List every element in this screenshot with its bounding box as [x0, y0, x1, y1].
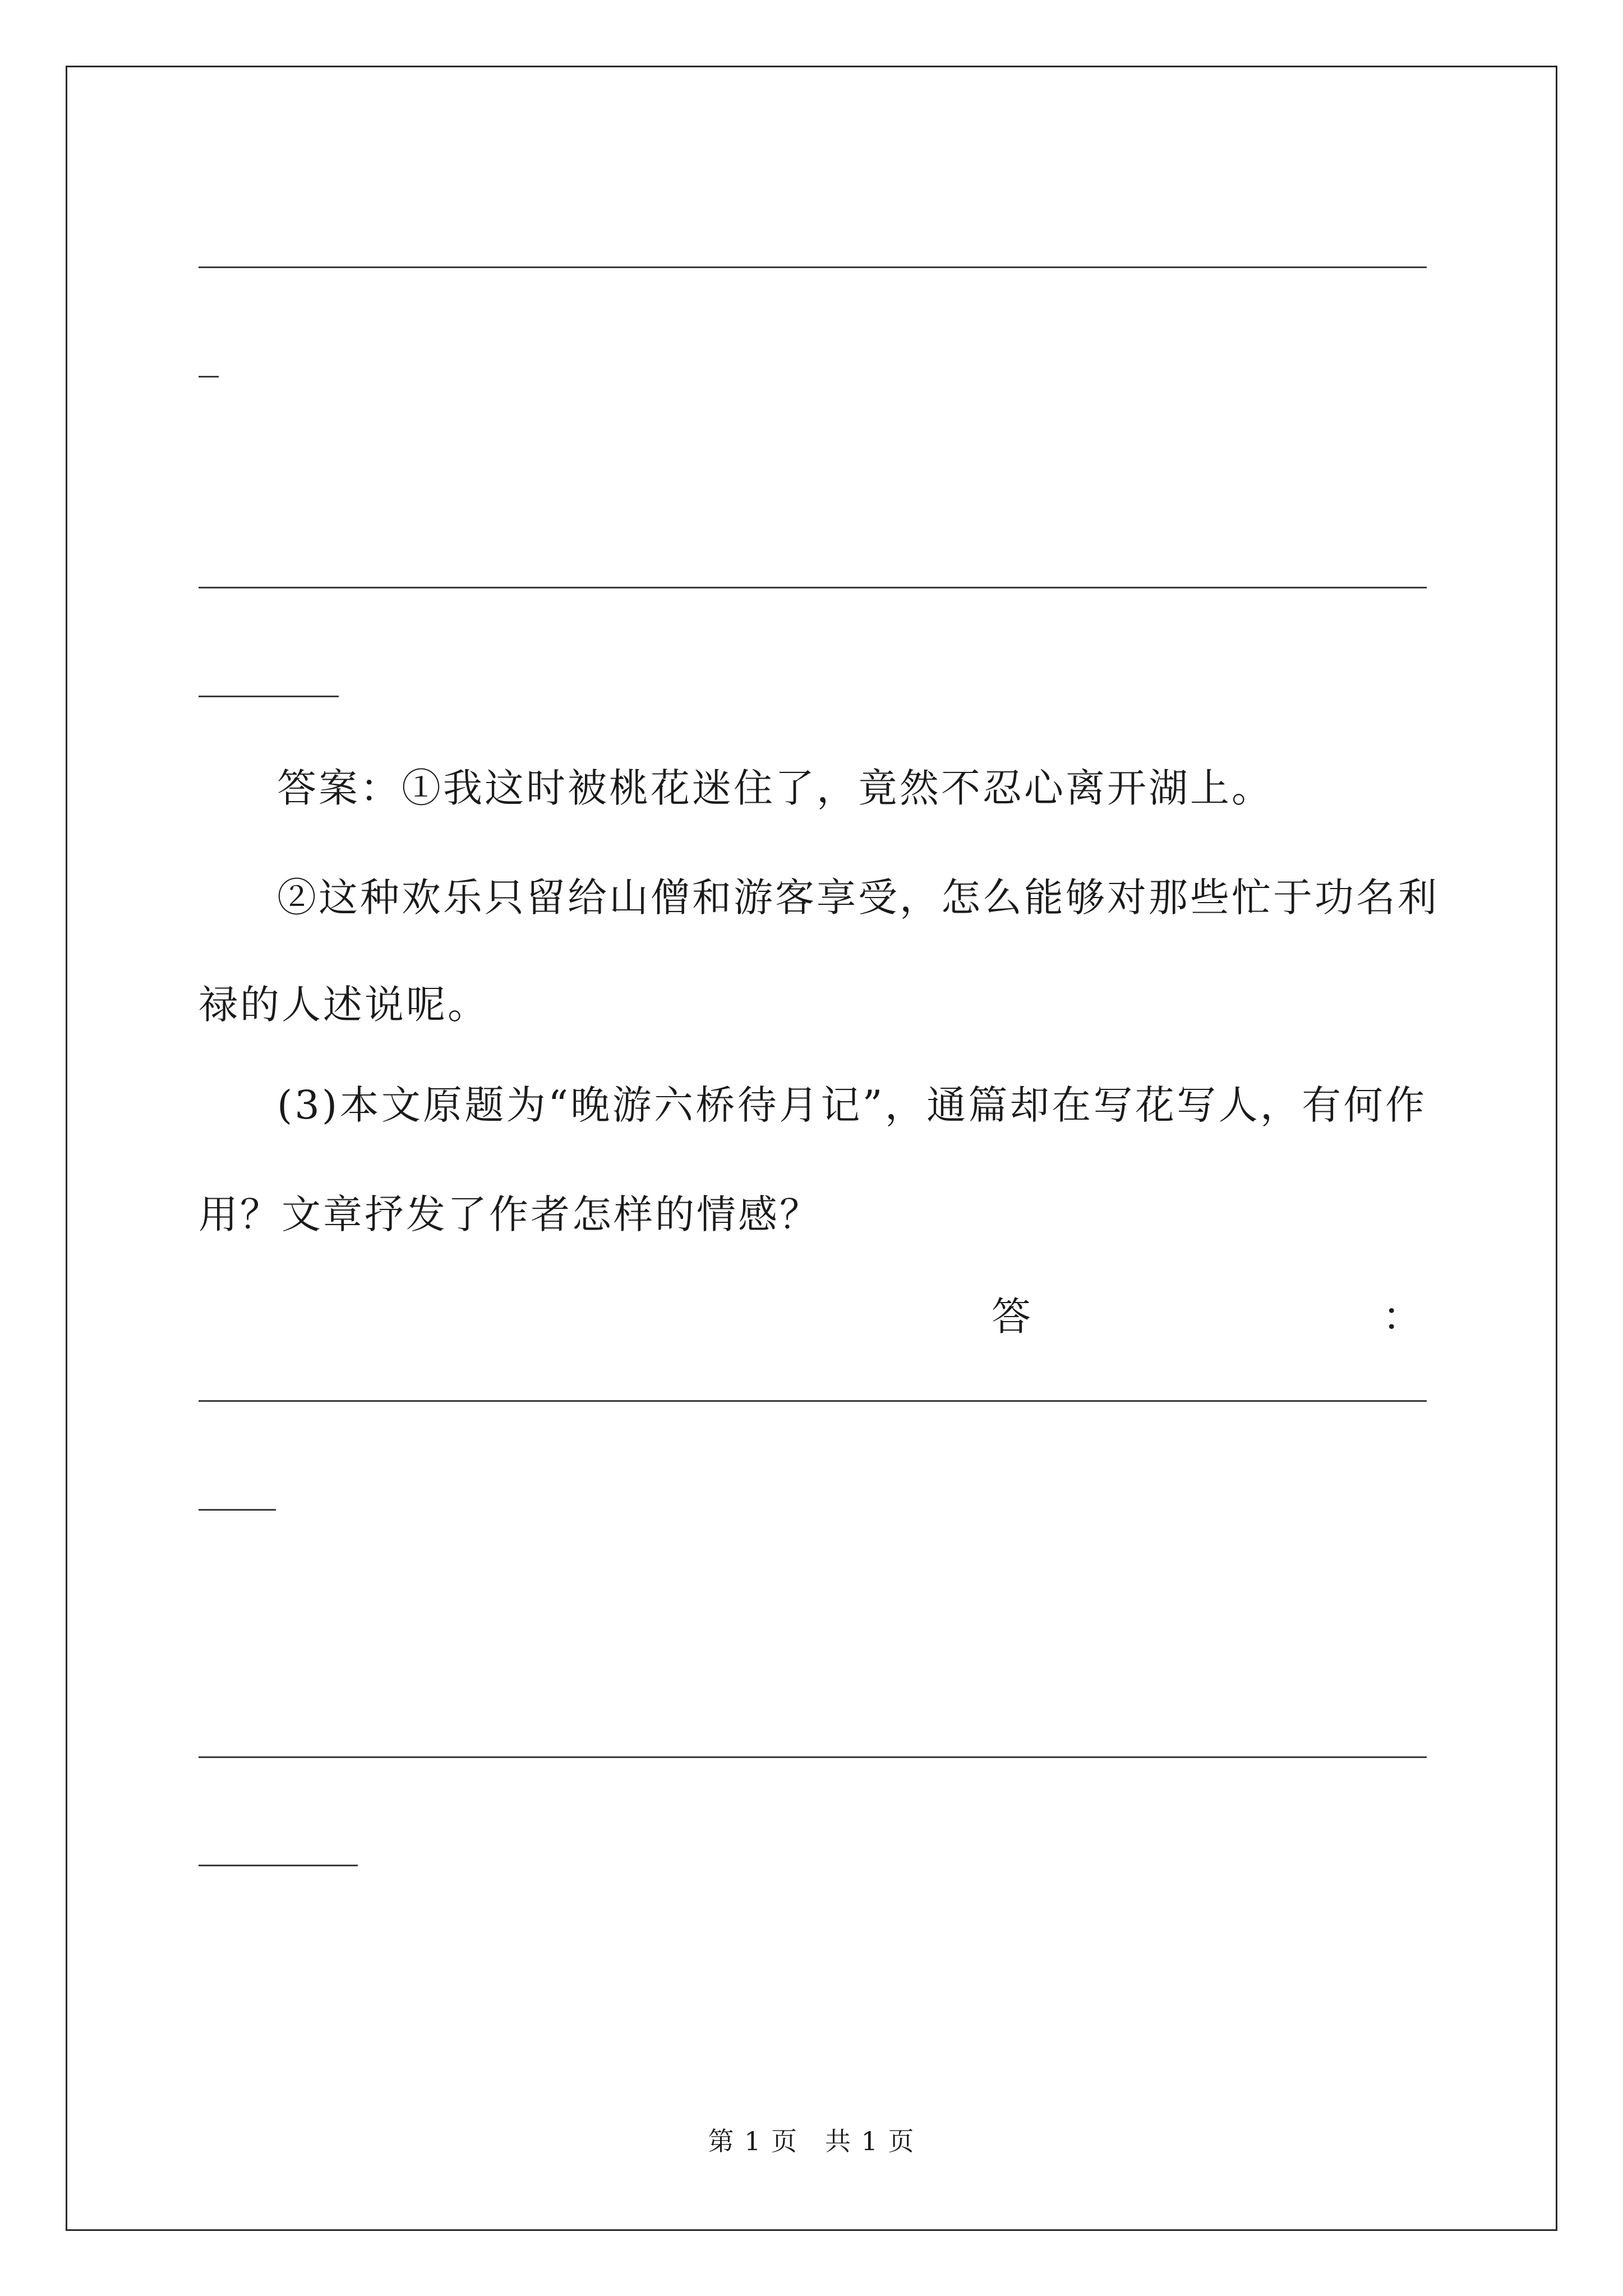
page-number-footer: 第 1 页 共 1 页 — [708, 2126, 915, 2156]
answer-blank-line-tail[interactable] — [199, 376, 219, 378]
answer-blank-line-tail[interactable] — [199, 1865, 358, 1866]
answer-blank-line[interactable] — [199, 266, 1427, 268]
answer-2-text: ②这种欢乐只留给山僧和游客享受，怎么能够对那些忙于功名利 — [277, 875, 1439, 921]
answer-blank-line[interactable] — [199, 587, 1427, 588]
answer-2-text-continued: 禄的人述说呢。 — [199, 982, 489, 1028]
question-3-text: (3)本文原题为“晚游六桥待月记”，通篇却在写花写人，有何作 — [277, 1082, 1427, 1128]
question-3-text-continued: 用？文章抒发了作者怎样的情感？ — [199, 1191, 821, 1237]
answer-blank-line[interactable] — [199, 1756, 1427, 1758]
answer-label: 答 — [992, 1294, 1031, 1340]
answer-1-text: 答案：①我这时被桃花迷住了，竟然不忍心离开湖上。 — [277, 765, 1273, 811]
answer-label-colon: ： — [1382, 1294, 1422, 1340]
answer-blank-line-tail[interactable] — [199, 696, 339, 697]
answer-blank-line-tail[interactable] — [199, 1509, 276, 1511]
page-frame — [66, 66, 1557, 2231]
answer-blank-line[interactable] — [199, 1400, 1427, 1402]
